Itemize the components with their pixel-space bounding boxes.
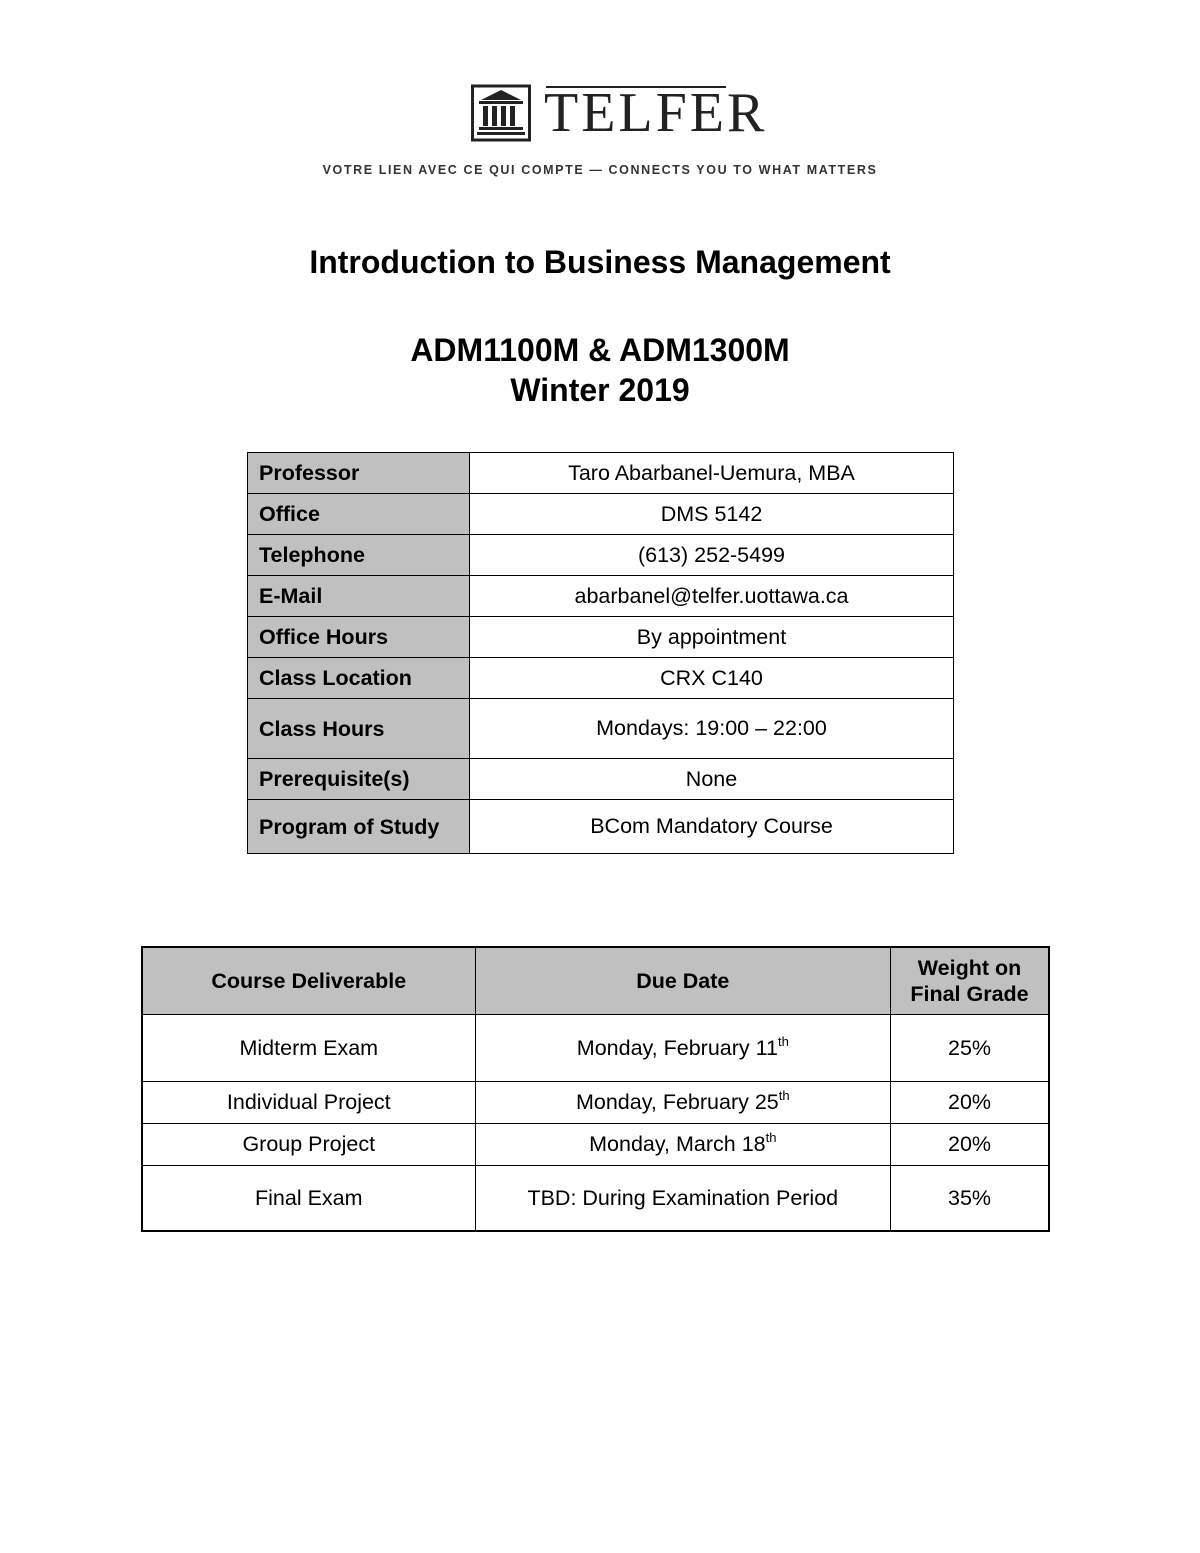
telfer-building-logo-icon [471, 78, 531, 142]
weight-cell: 25% [891, 1015, 1049, 1082]
info-value: (613) 252-5499 [470, 535, 954, 576]
info-label: Class Location [248, 658, 470, 699]
table-row [142, 1082, 1049, 1124]
info-row [248, 759, 954, 800]
tagline: VOTRE LIEN AVEC CE QUI COMPTE — CONNECTS YOU TO WHAT MATTERS [322, 163, 878, 177]
deliverable-cell: Midterm Exam [142, 1015, 475, 1082]
info-row [248, 617, 954, 658]
due-date-ordinal: th [765, 1130, 777, 1145]
info-value: By appointment [470, 617, 954, 658]
due-date-cell [475, 1124, 890, 1166]
weight-cell: 20% [891, 1124, 1049, 1166]
due-date-ordinal: th [777, 1033, 789, 1049]
info-row [248, 453, 954, 494]
logo-wordmark: TELFER [544, 82, 768, 144]
column-header-weight [891, 947, 1049, 1015]
weight-cell: 35% [891, 1166, 1049, 1232]
table-row [142, 1166, 1049, 1232]
info-label: Class Hours [248, 699, 470, 759]
info-label: Professor [248, 453, 470, 494]
table-header-row [142, 947, 1049, 1015]
info-row [248, 800, 954, 854]
course-codes: ADM1100M & ADM1300M [410, 332, 790, 368]
due-date-cell [475, 1082, 890, 1124]
info-value: DMS 5142 [470, 494, 954, 535]
deliverable-cell: Group Project [142, 1124, 475, 1166]
info-row [248, 699, 954, 759]
info-label: Office Hours [248, 617, 470, 658]
due-date-cell [475, 1166, 890, 1232]
table-row [142, 1124, 1049, 1166]
info-value: Mondays: 19:00 – 22:00 [470, 699, 954, 759]
due-date-ordinal: th [778, 1088, 790, 1103]
due-date-text: Monday, February 11 [576, 1035, 778, 1060]
info-label: Program of Study [248, 800, 470, 854]
info-label: Telephone [248, 535, 470, 576]
course-info-table [247, 452, 954, 854]
course-term: Winter 2019 [510, 372, 690, 408]
course-title: Introduction to Business Management [309, 244, 891, 280]
column-header-due-date: Due Date [475, 947, 890, 1015]
info-value: None [470, 759, 954, 800]
deliverable-cell: Individual Project [142, 1082, 475, 1124]
info-row [248, 535, 954, 576]
table-row [142, 1015, 1049, 1082]
email-link[interactable]: abarbanel@telfer.uottawa.ca [470, 576, 954, 617]
due-date-text: Monday, March 18 [589, 1132, 766, 1156]
due-date-text: Monday, February 25 [575, 1090, 779, 1114]
info-value: Taro Abarbanel-Uemura, MBA [470, 453, 954, 494]
info-label: Prerequisite(s) [248, 759, 470, 800]
due-date-text: TBD: During Examination Period [527, 1185, 839, 1210]
info-label: E-Mail [248, 576, 470, 617]
weight-cell: 20% [891, 1082, 1049, 1124]
info-value: CRX C140 [470, 658, 954, 699]
info-value: BCom Mandatory Course [470, 800, 954, 854]
info-row [248, 658, 954, 699]
due-date-cell [475, 1015, 890, 1082]
course-deliverables-table [141, 946, 1050, 1232]
info-row [248, 494, 954, 535]
deliverable-cell: Final Exam [142, 1166, 475, 1232]
info-row [248, 576, 954, 617]
info-label: Office [248, 494, 470, 535]
column-header-weight-label: Weight on Final Grade [910, 956, 1029, 1006]
column-header-deliverable: Course Deliverable [142, 947, 475, 1015]
